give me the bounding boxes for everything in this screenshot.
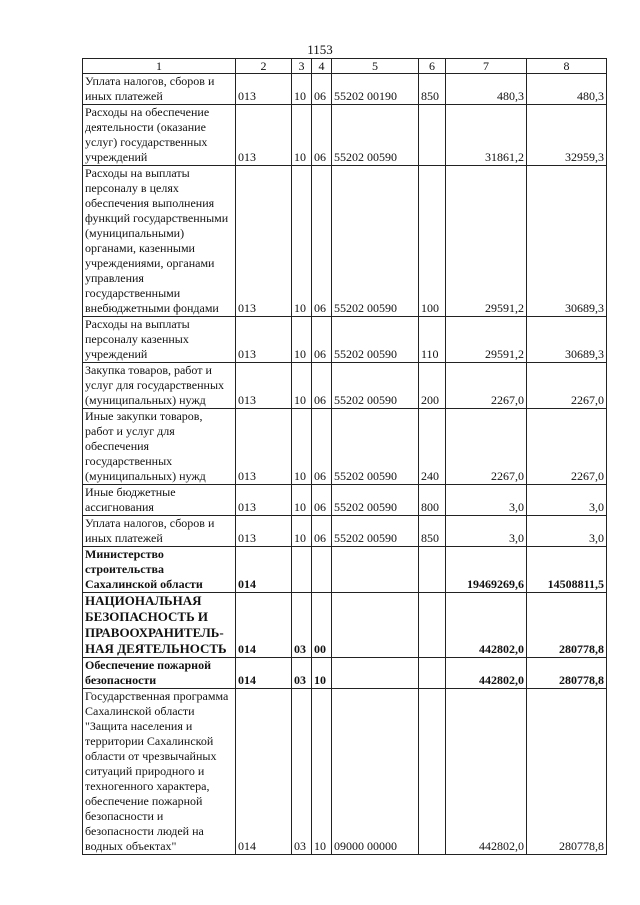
header-cell-1: 1 (83, 59, 236, 74)
row-c7-cell: 3,0 (446, 516, 527, 547)
row-c4-cell: 06 (312, 409, 332, 485)
row-c2-cell: 013 (236, 363, 292, 409)
row-c2-cell: 013 (236, 166, 292, 317)
row-name-cell: Уплата налогов, сборов и иных платежей (83, 74, 236, 105)
row-c6-cell: 240 (419, 409, 446, 485)
row-c5-cell: 55202 00590 (332, 105, 419, 166)
row-c5-cell (332, 658, 419, 689)
row-c2-cell: 014 (236, 689, 292, 855)
table-row (83, 547, 607, 593)
row-c6-cell: 200 (419, 363, 446, 409)
row-c8-cell: 30689,3 (527, 317, 607, 363)
row-c4-cell: 06 (312, 166, 332, 317)
row-c8-cell: 2267,0 (527, 363, 607, 409)
row-c8-cell: 2267,0 (527, 409, 607, 485)
row-name-cell: Расходы на выплаты персоналу в целях обеспечения выполнения функций государственными (муниципальными) органами, казенными учреждениями, органами управления государственными внебюджетными фондами (83, 166, 236, 317)
row-c4-cell: 06 (312, 317, 332, 363)
table-row (83, 689, 607, 855)
header-cell-4: 4 (312, 59, 332, 74)
row-c3-cell: 10 (292, 485, 312, 516)
row-c7-cell: 29591,2 (446, 317, 527, 363)
row-c6-cell (419, 105, 446, 166)
row-c4-cell: 06 (312, 105, 332, 166)
row-c7-cell: 19469269,6 (446, 547, 527, 593)
row-c2-cell: 013 (236, 485, 292, 516)
header-cell-5: 5 (332, 59, 419, 74)
row-name-cell: Расходы на выплаты персоналу казенных учреждений (83, 317, 236, 363)
row-c4-cell: 00 (312, 593, 332, 658)
row-c3-cell: 03 (292, 593, 312, 658)
header-cell-2: 2 (236, 59, 292, 74)
row-c5-cell (332, 547, 419, 593)
row-c4-cell (312, 547, 332, 593)
row-c3-cell: 10 (292, 74, 312, 105)
header-cell-7: 7 (446, 59, 527, 74)
row-c8-cell: 3,0 (527, 516, 607, 547)
table-row (83, 409, 607, 485)
row-name-cell: Уплата налогов, сборов и иных платежей (83, 516, 236, 547)
page-number: 1153 (307, 42, 333, 57)
table-row (83, 166, 607, 317)
row-c6-cell (419, 547, 446, 593)
row-c8-cell: 280778,8 (527, 658, 607, 689)
row-c6-cell: 800 (419, 485, 446, 516)
row-c2-cell: 013 (236, 317, 292, 363)
row-c7-cell: 442802,0 (446, 689, 527, 855)
row-c3-cell: 10 (292, 363, 312, 409)
row-c6-cell: 850 (419, 74, 446, 105)
row-c4-cell: 06 (312, 363, 332, 409)
row-c5-cell: 55202 00190 (332, 74, 419, 105)
row-c3-cell: 10 (292, 516, 312, 547)
row-name-cell: Государственная программа Сахалинской области "Защита населения и территории Сахалинской области от чрезвычайных ситуаций природного и техногенного характера, обеспечение пожарной безопасности и безопасности людей на водных объектах" (83, 689, 236, 855)
header-cell-3: 3 (292, 59, 312, 74)
row-c4-cell: 10 (312, 658, 332, 689)
row-c7-cell: 2267,0 (446, 409, 527, 485)
row-c8-cell: 32959,3 (527, 105, 607, 166)
row-c8-cell: 3,0 (527, 485, 607, 516)
row-c8-cell: 480,3 (527, 74, 607, 105)
row-c6-cell: 110 (419, 317, 446, 363)
table-row (83, 317, 607, 363)
row-c7-cell: 442802,0 (446, 593, 527, 658)
row-c5-cell: 55202 00590 (332, 317, 419, 363)
table-row (83, 105, 607, 166)
row-c8-cell: 280778,8 (527, 689, 607, 855)
row-c3-cell: 10 (292, 166, 312, 317)
row-c5-cell: 09000 00000 (332, 689, 419, 855)
row-name-cell: Министерство строительства Сахалинской области (83, 547, 236, 593)
row-c3-cell (292, 547, 312, 593)
row-name-cell: Расходы на обеспечение деятельности (оказание услуг) государственных учреждений (83, 105, 236, 166)
row-c8-cell: 280778,8 (527, 593, 607, 658)
row-c3-cell: 03 (292, 658, 312, 689)
row-c8-cell: 30689,3 (527, 166, 607, 317)
row-name-cell: НАЦИОНАЛЬНАЯ БЕЗОПАСНОСТЬ И ПРАВООХРАНИТЕЛЬ-НАЯ ДЕЯТЕЛЬНОСТЬ (83, 593, 236, 658)
row-c2-cell: 013 (236, 516, 292, 547)
row-c4-cell: 06 (312, 74, 332, 105)
row-c5-cell: 55202 00590 (332, 409, 419, 485)
row-c3-cell: 10 (292, 317, 312, 363)
table-row (83, 658, 607, 689)
table-row (83, 516, 607, 547)
row-c3-cell: 10 (292, 105, 312, 166)
row-c2-cell: 014 (236, 593, 292, 658)
row-c5-cell: 55202 00590 (332, 485, 419, 516)
row-c6-cell (419, 689, 446, 855)
row-c6-cell: 850 (419, 516, 446, 547)
row-c2-cell: 014 (236, 547, 292, 593)
row-c7-cell: 2267,0 (446, 363, 527, 409)
row-c7-cell: 442802,0 (446, 658, 527, 689)
row-name-cell: Иные закупки товаров, работ и услуг для обеспечения государственных (муниципальных) нужд (83, 409, 236, 485)
table-row (83, 363, 607, 409)
row-c7-cell: 31861,2 (446, 105, 527, 166)
row-c5-cell: 55202 00590 (332, 166, 419, 317)
header-row (83, 59, 607, 74)
row-c5-cell: 55202 00590 (332, 516, 419, 547)
row-c7-cell: 29591,2 (446, 166, 527, 317)
row-c6-cell (419, 658, 446, 689)
table-row (83, 74, 607, 105)
row-c2-cell: 014 (236, 658, 292, 689)
row-c6-cell (419, 593, 446, 658)
table-body (83, 74, 607, 855)
row-name-cell: Закупка товаров, работ и услуг для государственных (муниципальных) нужд (83, 363, 236, 409)
row-c5-cell: 55202 00590 (332, 363, 419, 409)
row-c5-cell (332, 593, 419, 658)
row-c3-cell: 03 (292, 689, 312, 855)
row-c4-cell: 10 (312, 689, 332, 855)
row-c2-cell: 013 (236, 105, 292, 166)
row-name-cell: Иные бюджетные ассигнования (83, 485, 236, 516)
header-cell-6: 6 (419, 59, 446, 74)
header-cell-8: 8 (527, 59, 607, 74)
row-c7-cell: 480,3 (446, 74, 527, 105)
row-c7-cell: 3,0 (446, 485, 527, 516)
row-c3-cell: 10 (292, 409, 312, 485)
row-c8-cell: 14508811,5 (527, 547, 607, 593)
row-c2-cell: 013 (236, 74, 292, 105)
row-c4-cell: 06 (312, 485, 332, 516)
table-row (83, 593, 607, 658)
table-row (83, 485, 607, 516)
row-c4-cell: 06 (312, 516, 332, 547)
row-name-cell: Обеспечение пожарной безопасности (83, 658, 236, 689)
row-c6-cell: 100 (419, 166, 446, 317)
row-c2-cell: 013 (236, 409, 292, 485)
budget-table (82, 58, 607, 855)
